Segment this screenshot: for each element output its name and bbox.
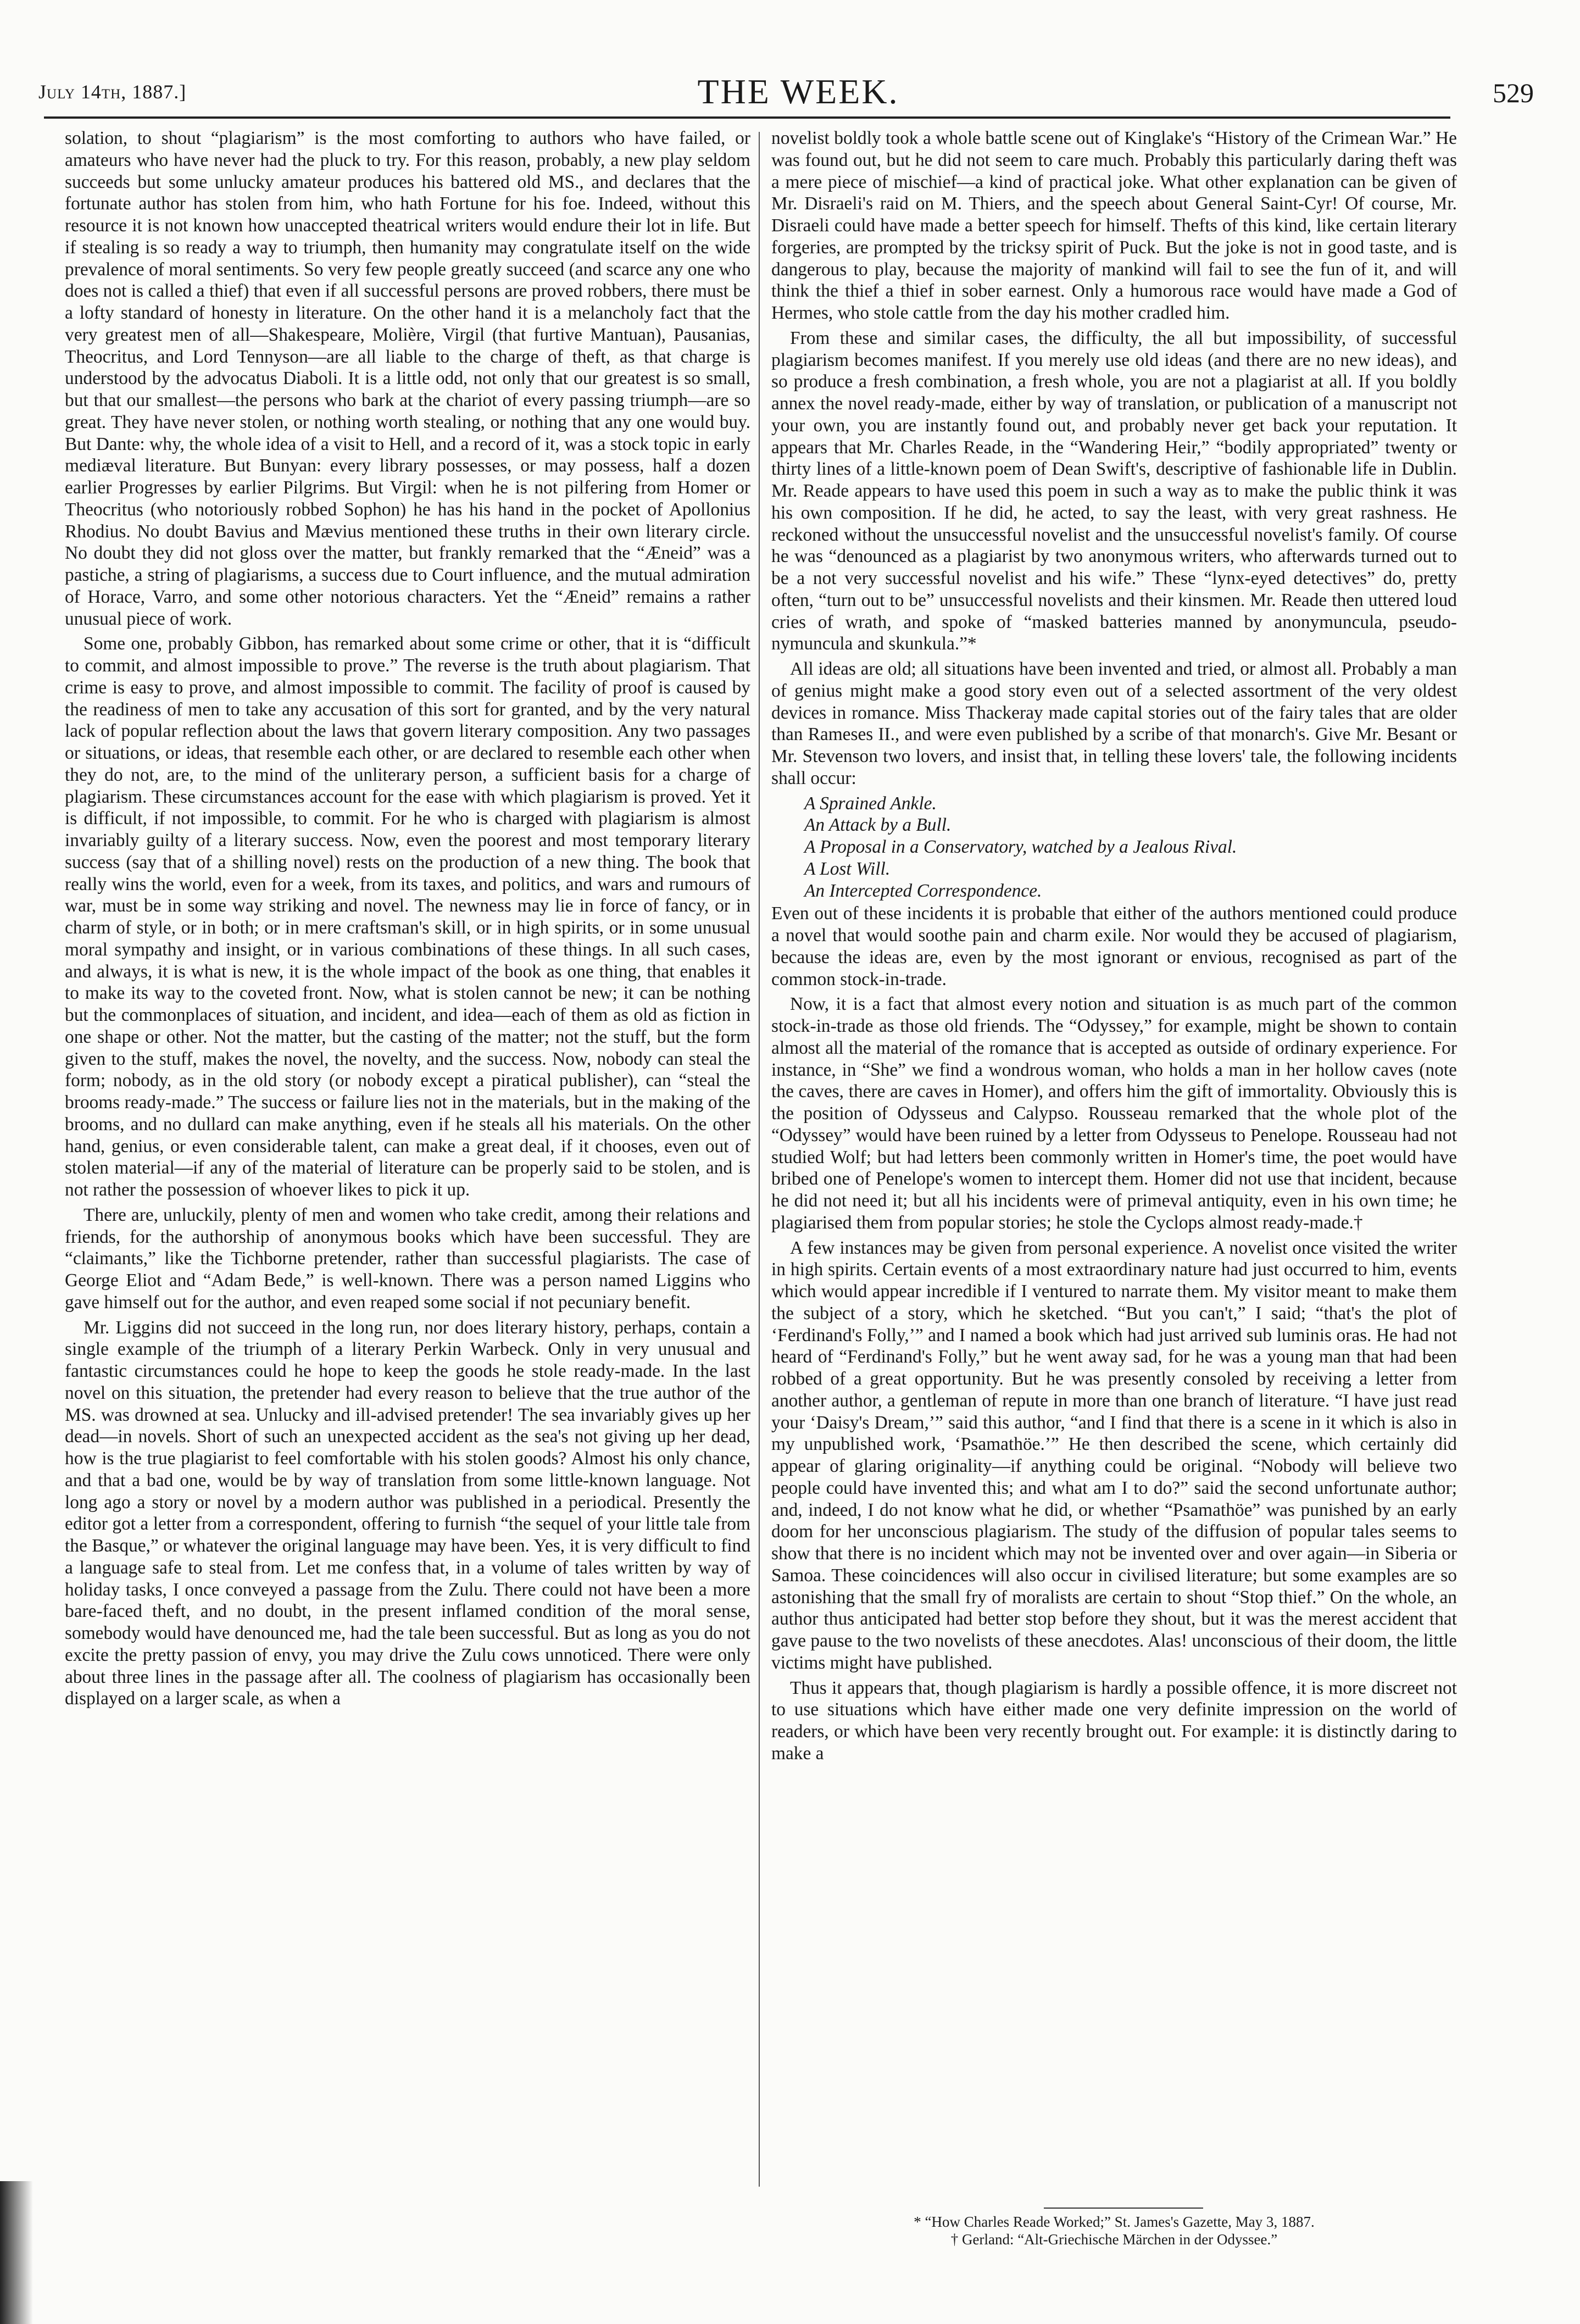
- incident-item: A Lost Will.: [804, 858, 891, 879]
- column-divider: [759, 132, 760, 2187]
- right-column: [771, 127, 1457, 2204]
- page-number: 529: [1493, 77, 1534, 108]
- footnotes: [771, 2213, 1457, 2249]
- footnote: † Gerland: “Alt-Griechische Märchen in der Odyssee.”: [950, 2231, 1278, 2248]
- incident-list: [771, 793, 1457, 902]
- paragraph: From these and similar cases, the difficulty, the all but impossibility, of successful plagiarism becomes manifest. If you merely use old ideas (and there are no new ideas), and so produce a fresh combination, a fresh whole, you are not a plagiarist at all. If you boldly annex the novel ready-made, either by way of translation, or publication of a manuscript not your own, you are instantly found out, and probably never get back your reputation. It appears that Mr. Charles Reade, in the “Wandering Heir,” “bodily appropriated” twenty or thirty lines of a little-known poem of Dean Swift's, descriptive of fashionable life in Dublin. Mr. Reade appears to have used this poem in such a way as to make the public think it was his own composition. If he did, he acted, to say the least, with very great rashness. He reckoned without the unsuccessful novelist and the unsuccessful novelist's family. Of course he was “denounced as a plagiarist by two anonymous writers, who afterwards turned out to be a not very successful novelist and his wife.” These “lynx-eyed detectives” do, pretty often, “turn out to be” unsuccessful novelists and their kinsmen. Mr. Reade then uttered loud cries of wrath, and spoke of “masked batteries manned by anonymuncula, pseudo-nymuncula and skunkula.”*: [771, 327, 1457, 654]
- paragraph: solation, to shout “plagiarism” is the most comforting to authors who have failed, or amateurs who have never had the pluck to try. For this reason, probably, a new play seldom succeeds but some unlucky amateur produces his battered old MS., and declares that the fortunate author has stolen from him, who hath Fortune for his foe. Indeed, without this resource it is not known how unaccepted theatrical writers would endure their lot in life. But if stealing is so ready a way to triumph, then humanity may congratulate itself on the wide prevalence of moral sentiments. So very few people greatly succeed (and scarce any one who does not is called a thief) that even if all successful persons are proved robbers, there must be a lofty standard of honesty in literature. On the other hand it is a melancholy fact that the very greatest men of all—Shakespeare, Molière, Virgil (that furtive Mantuan), Pausanias, Theocritus, and Lord Tennyson—are all liable to the charge of theft, as that charge is understood by the advocatus Diaboli. It is a little odd, not only that our greatest is so small, but that our smallest—the persons who bark at the chariot of every passing triumph—are so great. They have never stolen, or nothing worth stealing, or nothing that any one would buy. But Dante: why, the whole idea of a visit to Hell, and a record of it, was a stock topic in early mediæval literature. But Bunyan: every library possesses, or may possess, half a dozen earlier Progresses by earlier Pilgrims. But Virgil: when he is not pilfering from Homer or Theocritus (who notoriously robbed Sophon) he has his hand in the pocket of Apollonius Rhodius. No doubt Bavius and Mævius mentioned these truths in their own literary circle. No doubt they did not gloss over the matter, but frankly remarked that the “Æneid” was a pastiche, a string of plagiarisms, a success due to Court influence, and the mutual admiration of Horace, Varro, and some other notorious characters. Yet the “Æneid” remains a rather unusual piece of work.: [65, 128, 750, 629]
- paragraph: Some one, probably Gibbon, has remarked about some crime or other, that it is “difficult to commit, and almost impossible to prove.” The reverse is the truth about plagiarism. That crime is easy to prove, and almost impossible to commit. The facility of proof is caused by the readiness of men to take any accusation of this sort for granted, and by the very natural lack of popular reflection about the laws that govern literary composition. Any two passages or situations, or ideas, that resemble each other, or are declared to resemble each other when they do not, are, to the mind of the unliterary person, a sufficient basis for a charge of plagiarism. These circumstances account for the ease with which plagiarism is proved. Yet it is difficult, if not impossible, to commit. For he who is charged with plagiarism is almost invariably guilty of a literary success. Now, even the poorest and most temporary literary success (say that of a shilling novel) rests on the production of a new thing. The book that really wins the world, even for a week, from its taxes, and politics, and wars and rumours of war, must be in some way striking and novel. The newness may lie in force of fancy, or in charm of style, or in both; or in mere craftsman's skill, or in high spirits, or in some unusual moral sympathy and insight, or in various combinations of these things. In all such cases, and always, it is what is new, it is the whole impact of the book as one thing, that enables it to make its way to the coveted front. Now, what is stolen cannot be new; it can be nothing but the commonplaces of situation, and incident, and idea—each of them as old as fiction in one shape or other. Not the matter, but the casting of the matter; not the stuff, but the form given to the stuff, makes the novel, the novelty, and the success. Now, nobody can steal the form; nobody, as in the old story (or nobody except a piratical publisher), can “steal the brooms ready-made.” The success or failure lies not in the materials, but in the making of the brooms, and no dullard can make anything, even if he steals all his materials. On the other hand, genius, or even considerable talent, can make a great deal, if it chooses, even out of stolen material—if any of the material of literature can be properly said to be stolen, and is not rather the possession of whoever likes to pick it up.: [65, 633, 750, 1200]
- paragraph: novelist boldly took a whole battle scene out of Kinglake's “History of the Crimean War.” He was found out, but he did not seem to care much. Probably this particularly daring theft was a mere piece of mischief—a kind of practical joke. What other explanation can be given of Mr. Disraeli's raid on M. Thiers, and the speech about General Saint-Cyr! Of course, Mr. Disraeli could have made a better speech for himself. Thefts of this kind, like certain literary forgeries, are prompted by the tricksy spirit of Puck. But the joke is not in good taste, and is dangerous to play, because the majority of mankind will fail to see the fun of it, and will think the thief a thief in sober earnest. Only a humorous race would have made a God of Hermes, who stole cattle from the day his mother cradled him.: [771, 128, 1457, 323]
- footnote: * “How Charles Reade Worked;” St. James's Gazette, May 3, 1887.: [914, 2214, 1315, 2230]
- incident-item: A Proposal in a Conservatory, watched by a Jealous Rival.: [804, 837, 1237, 857]
- scan-edge-shadow: [0, 2181, 33, 2324]
- incident-item: An Intercepted Correspondence.: [804, 880, 1042, 901]
- footnote-rule: [1044, 2208, 1203, 2209]
- incident-item: A Sprained Ankle.: [804, 793, 937, 814]
- paragraph: Thus it appears that, though plagiarism is hardly a possible offence, it is more discreet not to use situations which have either made one very definite impression on the world of readers, or which have been very recently brought out. For example: it is distinctly daring to make a: [771, 1677, 1457, 1764]
- page-header: [38, 71, 1558, 121]
- header-rule: [44, 116, 1450, 119]
- paragraph: Even out of these incidents it is probable that either of the authors mentioned could produce a novel that would soothe pain and charm exile. Nor would they be accused of plagiarism, because the ideas are, even by the most ignorant or envious, recognised as part of the common stock-in-trade.: [771, 903, 1457, 989]
- paragraph: Mr. Liggins did not succeed in the long run, nor does literary history, perhaps, contain a single example of the triumph of a literary Perkin Warbeck. Only in very unusual and fantastic circumstances could he hope to keep the goods he stole ready-made. In the last novel on this situation, the pretender had every reason to believe that the true author of the MS. was drowned at sea. Unlucky and ill-advised pretender! The sea invariably gives up her dead—in novels. Short of such an unexpected accident as the sea's not giving up her dead, how is the true plagiarist to feel comfortable with his stolen goods? Almost his only chance, and that a bad one, would be by way of translation from some little-known language. Not long ago a story or novel by a modern author was published in a periodical. Presently the editor got a letter from a correspondent, offering to furnish “the sequel of your little tale from the Basque,” or whatever the original language may have been. Yes, it is very difficult to find a language safe to steal from. Let me confess that, in a volume of tales written by way of holiday tasks, I once conveyed a passage from the Zulu. There could not have been a more bare-faced theft, and no doubt, in the present inflamed condition of the moral sense, somebody would have denounced me, had the tale been successful. But as long as you do not excite the pretty passion of envy, you may drive the Zulu cows unnoticed. There were only about three lines in the passage after all. The coolness of plagiarism has occasionally been displayed on a larger scale, as when a: [65, 1317, 750, 1709]
- paragraph: All ideas are old; all situations have been invented and tried, or almost all. Probably a man of genius might make a good story even out of a selected assortment of the very oldest devices in romance. Miss Thackeray made capital stories out of the fairy tales that are older than Rameses II., and were even published by a scribe of that monarch's. Give Mr. Besant or Mr. Stevenson two lovers, and insist that, in telling these lovers' tale, the following incidents shall occur:: [771, 659, 1457, 788]
- incident-item: An Attack by a Bull.: [804, 815, 952, 836]
- paragraph: Now, it is a fact that almost every notion and situation is as much part of the common stock-in-trade as those old friends. The “Odyssey,” for example, might be shown to contain almost all the material of the romance that is accepted as outside of ordinary experience. For instance, in “She” we find a wondrous woman, who holds a man in her hollow caves (note the caves, there are caves in Homer), and offers him the gift of immortality. Obviously this is the position of Odysseus and Calypso. Rousseau remarked that the whole plot of the “Odyssey” would have been ruined by a letter from Odysseus to Penelope. Rousseau had not studied Wolf; but had letters been commonly written in Homer's time, the poet would have bribed one of Penelope's women to intercept them. Homer did not use that incident, because he did not need it; but all his incidents were of primeval antiquity, even in his own time; he plagiarised them from popular stories; he stole the Cyclops almost ready-made.†: [771, 994, 1457, 1233]
- journal-title: THE WEEK.: [697, 72, 899, 111]
- paragraph: There are, unluckily, plenty of men and women who take credit, among their relations and friends, for the authorship of anonymous books which have been successful. They are “claimants,” like the Tichborne pretender, rather than successful plagiarists. The case of George Eliot and “Adam Bede,” is well-known. There was a person named Liggins who gave himself out for the author, and even reaped some social if not pecuniary benefit.: [65, 1204, 750, 1313]
- paragraph: A few instances may be given from personal experience. A novelist once visited the writer in high spirits. Certain events of a most extraordinary nature had just occurred to him, events which would appear incredible if I ventured to narrate them. My visitor meant to make them the subject of a story, which he sketched. “But you can't,” I said; “that's the plot of ‘Ferdinand's Folly,’” and I named a book which had just arrived sub luminis oras. He had not heard of “Ferdinand's Folly,” but he went away sad, for he was a young man that had been robbed of a great opportunity. But he was presently consoled by receiving a letter from another author, a gentleman of repute in more than one branch of literature. “I have just read your ‘Daisy's Dream,’” said this author, “and I find that there is a scene in it which is also in my unpublished work, ‘Psamathöe.’” He then described the scene, which certainly did appear of glaring originality—if anything could be original. “Nobody will believe two people could have invented this; and what am I to do?” said the second unfortunate author; and, indeed, I do not know what he did, or whether “Psamathöe” was punished by an early doom for her unconscious plagiarism. The study of the diffusion of popular tales seems to show that there is no incident which may not be invented over and over again—in Siberia or Samoa. These coincidences will also occur in civilised literature; but some examples are so astonishing that the small fry of moralists are certain to shout “Stop thief.” On the whole, an author thus anticipated had better stop before they shout, but it was the merest accident that gave pause to the two novelists of these anecdotes. Alas! unconscious of their doom, the little victims might have published.: [771, 1237, 1457, 1673]
- issue-date: July 14th, 1887.]: [38, 81, 187, 103]
- left-column: [65, 127, 750, 2204]
